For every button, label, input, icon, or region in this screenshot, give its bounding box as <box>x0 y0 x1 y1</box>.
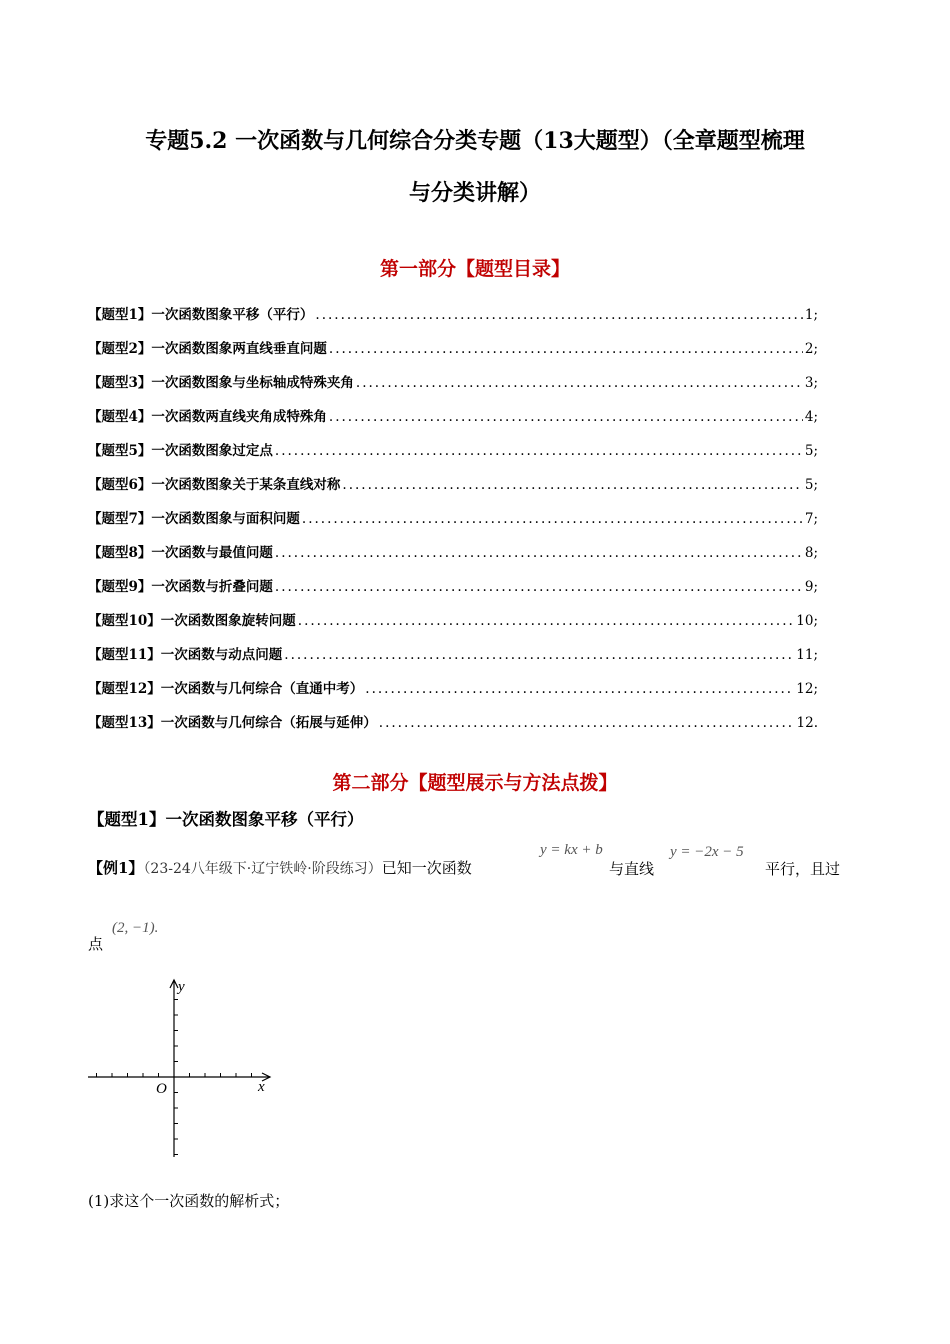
formula-line-1: y = kx + b <box>540 842 603 858</box>
toc-item-label: 【题型13】一次函数与几何综合（拓展与延伸） <box>88 715 377 731</box>
toc-item[interactable] <box>88 323 818 357</box>
toc-item-page: 4; <box>804 409 818 425</box>
toc-item[interactable] <box>88 357 818 391</box>
toc-item[interactable] <box>88 697 818 731</box>
toc-item-page: 10; <box>796 613 818 629</box>
toc-item-page: 3; <box>804 375 818 391</box>
example-tag: 【例1】 <box>88 859 144 877</box>
document-title-line2: 与分类讲解） <box>408 180 541 206</box>
toc-item-page: 5; <box>804 477 818 493</box>
toc-leader-dots <box>315 307 802 323</box>
toc-item-page: 8; <box>804 545 818 561</box>
toc-item[interactable] <box>88 663 818 697</box>
x-axis-label: x <box>258 1079 265 1095</box>
toc-leader-dots <box>356 375 803 391</box>
toc-leader-dots <box>275 579 803 595</box>
toc-item-label: 【题型7】一次函数图象与面积问题 <box>88 511 300 527</box>
toc-leader-dots <box>329 341 803 357</box>
toc-item-page: 7; <box>804 511 818 527</box>
toc-item[interactable] <box>88 289 818 323</box>
toc-leader-dots <box>284 647 794 663</box>
example-text1: 已知一次函数 <box>381 859 472 877</box>
table-of-contents <box>88 289 818 731</box>
toc-item-label: 【题型11】一次函数与动点问题 <box>88 647 283 663</box>
toc-item-page: 12. <box>796 715 818 731</box>
part2-heading: 第二部分【题型展示与方法点拨】 <box>332 772 618 794</box>
y-axis-label: y <box>178 979 185 995</box>
toc-item[interactable] <box>88 459 818 493</box>
question-1: (1)求这个一次函数的解析式； <box>88 1192 290 1210</box>
toc-leader-dots <box>298 613 794 629</box>
document-title-line1: 专题5.2 一次函数与几何综合分类专题（13大题型）（全章题型梳理 <box>145 128 805 154</box>
toc-item[interactable] <box>88 493 818 527</box>
example-text3: 平行，且过 <box>765 860 841 878</box>
toc-item-label: 【题型5】一次函数图象过定点 <box>88 443 273 459</box>
toc-item-page: 11; <box>796 647 818 663</box>
part1-heading: 第一部分【题型目录】 <box>379 258 570 280</box>
example-source: （23-24八年级下·辽宁铁岭·阶段练习） <box>143 861 382 877</box>
toc-leader-dots <box>379 715 795 731</box>
formula-line-2: y = −2x − 5 <box>670 844 744 860</box>
toc-item-label: 【题型4】一次函数两直线夹角成特殊角 <box>88 409 327 425</box>
example1-line1 <box>88 857 472 878</box>
toc-leader-dots <box>329 409 803 425</box>
toc-item-page: 12; <box>796 681 818 697</box>
toc-item-label: 【题型9】一次函数与折叠问题 <box>88 579 273 595</box>
toc-leader-dots <box>275 545 803 561</box>
toc-item[interactable] <box>88 391 818 425</box>
toc-item-label: 【题型12】一次函数与几何综合（直通中考） <box>88 681 364 697</box>
example-text2: 与直线 <box>609 860 655 878</box>
toc-item-label: 【题型3】一次函数图象与坐标轴成特殊夹角 <box>88 375 354 391</box>
toc-item-label: 【题型6】一次函数图象关于某条直线对称 <box>88 477 341 493</box>
toc-item-page: 1; <box>804 307 818 323</box>
toc-item-label: 【题型2】一次函数图象两直线垂直问题 <box>88 341 327 357</box>
toc-leader-dots <box>365 681 794 697</box>
toc-leader-dots <box>275 443 803 459</box>
toc-item-page: 9; <box>804 579 818 595</box>
toc-item[interactable] <box>88 561 818 595</box>
coordinate-axes-graph <box>80 975 280 1160</box>
toc-item[interactable] <box>88 425 818 459</box>
toc-item-page: 5; <box>804 443 818 459</box>
toc-item-label: 【题型8】一次函数与最值问题 <box>88 545 273 561</box>
toc-leader-dots <box>342 477 802 493</box>
example-text4: 点 <box>88 935 104 953</box>
point-coordinate: (2, −1). <box>112 920 159 936</box>
origin-label: O <box>156 1081 167 1097</box>
type1-heading: 【题型1】一次函数图象平移（平行） <box>88 810 364 829</box>
toc-item-label: 【题型1】一次函数图象平移（平行） <box>88 307 314 323</box>
toc-item[interactable] <box>88 629 818 663</box>
toc-item[interactable] <box>88 527 818 561</box>
toc-leader-dots <box>302 511 803 527</box>
toc-item[interactable] <box>88 595 818 629</box>
toc-item-label: 【题型10】一次函数图象旋转问题 <box>88 613 296 629</box>
toc-item-page: 2; <box>804 341 818 357</box>
